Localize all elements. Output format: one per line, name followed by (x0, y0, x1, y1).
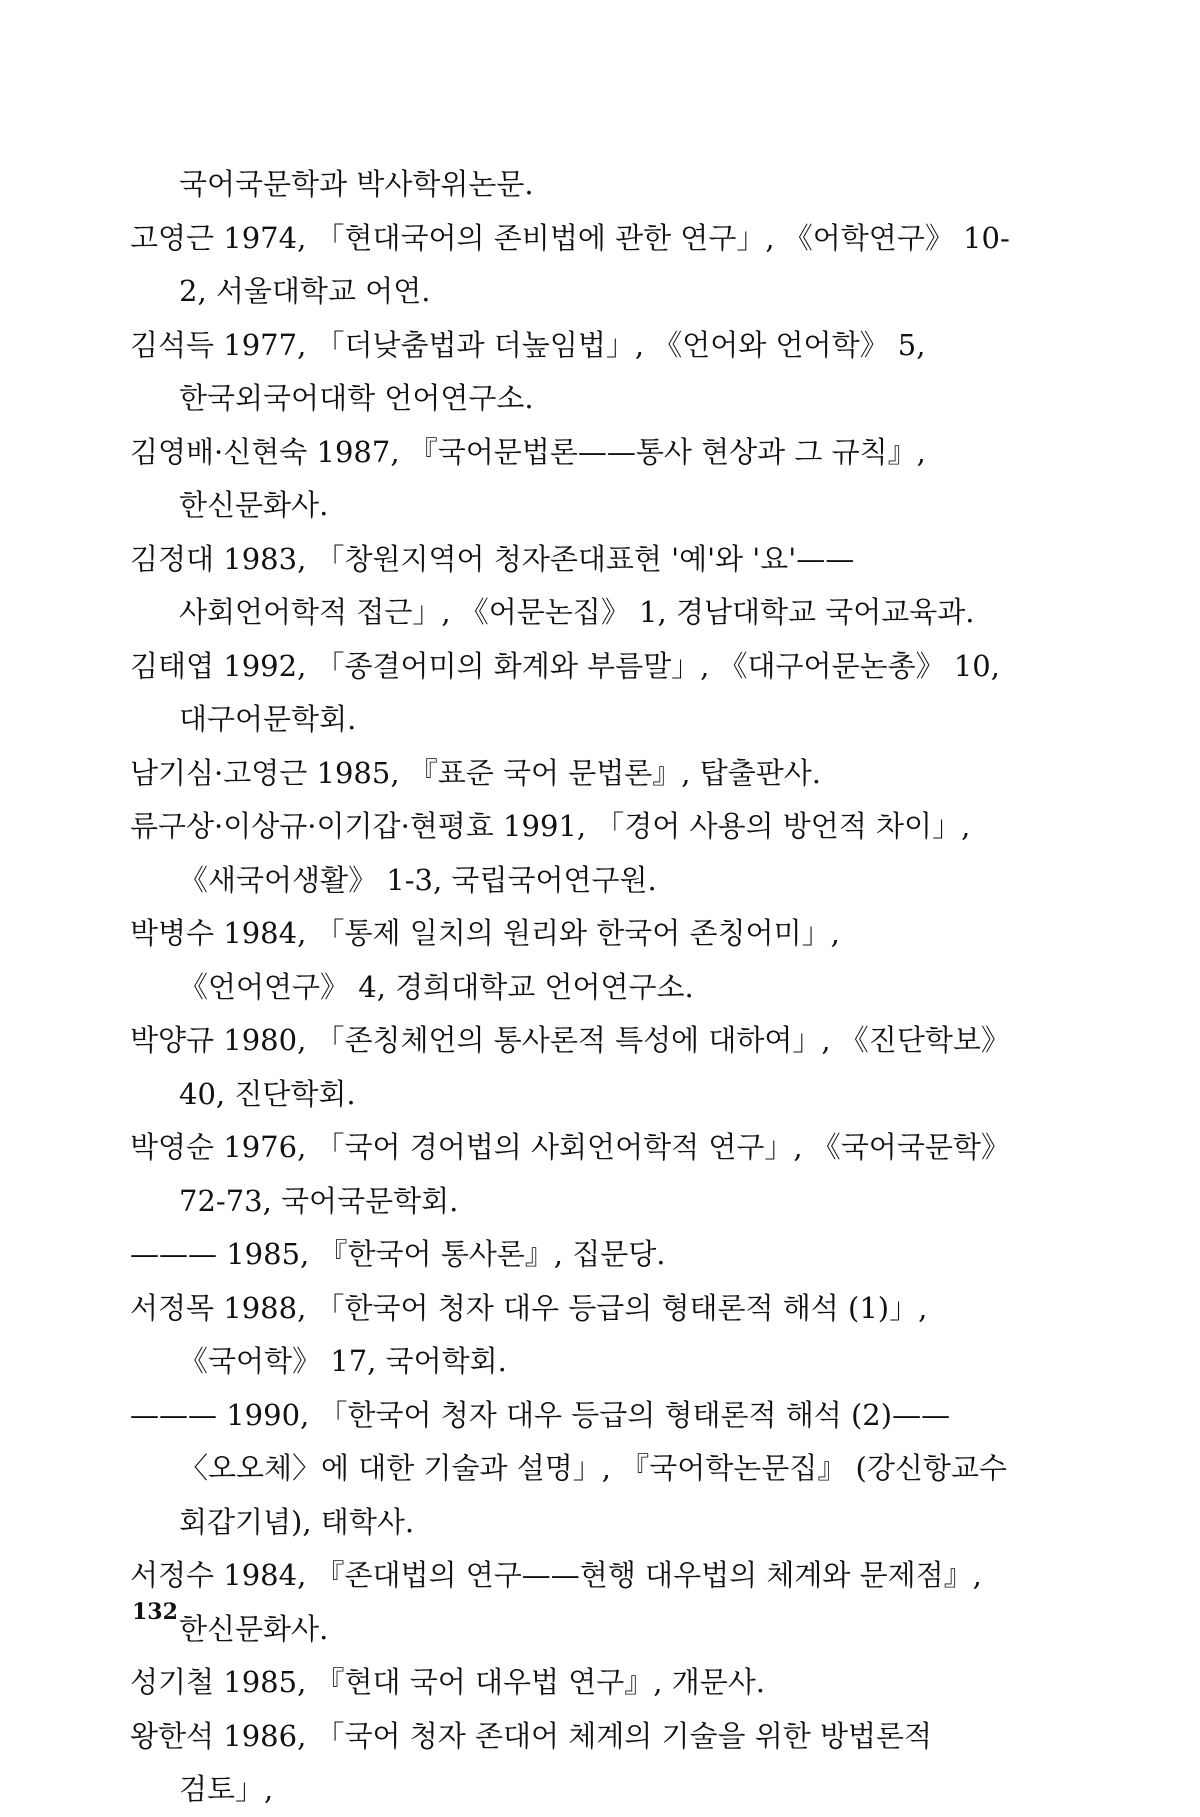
reference-entry: 남기심·고영근 1985, 『표준 국어 문법론』, 탑출판사. (130, 755, 822, 790)
reference-entry: ——— 1985, 『한국어 통사론』, 집문당. (130, 1237, 666, 1271)
reference-entry: 김정대 1983, 「창원지역어 청자존대표현 '예'와 '요'——사회언어학적 접근」, 《어문논집》 1, 경남대학교 국어교육과. (130, 541, 975, 629)
reference-entry: 성기철 1985, 『현대 국어 대우법 연구』, 개문사. (130, 1665, 765, 1699)
reference-entry: 김영배·신현숙 1987, 『국어문법론——통사 현상과 그 규칙』, 한신문화사. (130, 434, 926, 522)
reference-entry: 서정수 1984, 『존대법의 연구——현행 대우법의 체계와 문제점』, 한신문화사. (130, 1558, 982, 1646)
reference-entry: ——— 1990, 「한국어 청자 대우 등급의 형태론적 해석 (2)——〈오오체〉에 대한 기술과 설명」, 『국어학논문집』 (강신항교수 회갑기념), 태학사. (130, 1397, 1007, 1539)
reference-entry: 박병수 1984, 「통제 일치의 원리와 한국어 존칭어미」, 《언어연구》 4, 경희대학교 언어연구소. (130, 916, 840, 1004)
reference-entry: 김태엽 1992, 「종결어미의 화계와 부름말」, 《대구어문논총》 10, 대구어문학회. (130, 648, 1000, 736)
reference-entry: 국어국문학과 박사학위논문. (179, 167, 534, 201)
reference-entry: 김석득 1977, 「더낮춤법과 더높임법」, 《언어와 언어학》 5, 한국외국어대학 언어연구소. (130, 327, 926, 415)
reference-entry: 류구상·이상규·이기갑·현평효 1991, 「경어 사용의 방언적 차이」, 《새국어생활》 1-3, 국립국어연구원. (130, 809, 971, 897)
page-number: 132 (132, 1599, 178, 1625)
reference-list (130, 158, 1010, 1817)
reference-entry: 서정목 1988, 「한국어 청자 대우 등급의 형태론적 해석 (1)」, 《국어학》 17, 국어학회. (130, 1290, 928, 1378)
reference-entry: 박영순 1976, 「국어 경어법의 사회언어학적 연구」, 《국어국문학》 72-73, 국어국문학회. (130, 1130, 1010, 1218)
reference-entry: 왕한석 1986, 「국어 청자 존대어 체계의 기술을 위한 방법론적 검토」, (130, 1718, 933, 1806)
reference-entry: 박양규 1980, 「존칭체언의 통사론적 특성에 대하여」, 《진단학보》 40, 진단학회. (130, 1023, 1010, 1111)
reference-entry: 고영근 1974, 「현대국어의 존비법에 관한 연구」, 《어학연구》 10-2, 서울대학교 어연. (130, 220, 1010, 308)
